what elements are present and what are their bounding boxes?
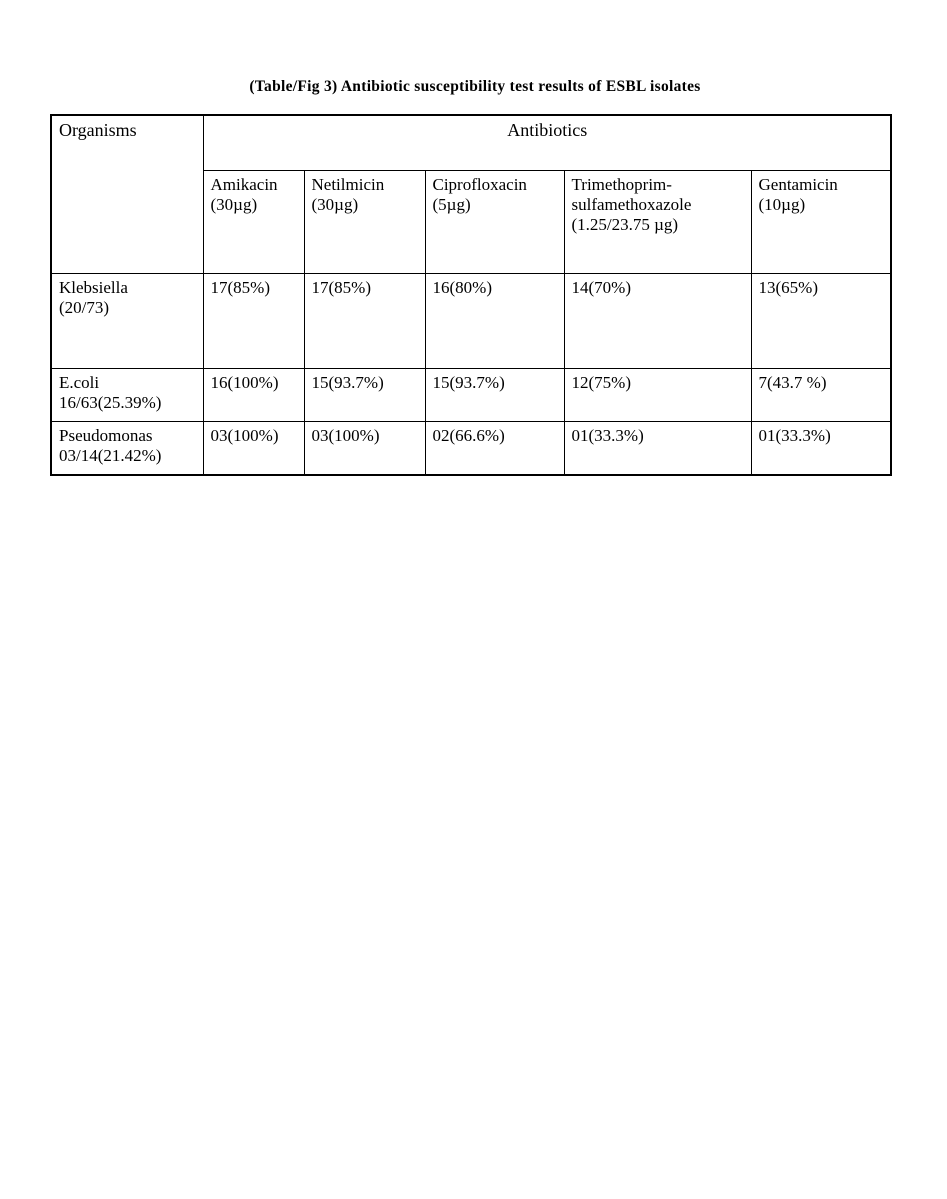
drug-dose: (1.25/23.75 µg) <box>571 215 679 235</box>
drug-dose: (30µg) <box>311 195 359 215</box>
organism-count: 03/14(21.42%) <box>59 446 162 466</box>
table-header-row-1 <box>51 115 891 171</box>
organism-name: E.coli <box>59 373 100 392</box>
cell-value: 12(75%) <box>564 369 751 422</box>
cell-value: 15(93.7%) <box>425 369 564 422</box>
cell-value: 17(85%) <box>304 274 425 369</box>
drug-dose: (5µg) <box>432 195 471 215</box>
drug-name: Gentamicin <box>758 175 838 194</box>
header-drug-amikacin <box>203 171 304 274</box>
header-drug-netilmicin <box>304 171 425 274</box>
table-row <box>51 369 891 422</box>
drug-name: Ciprofloxacin <box>432 175 527 194</box>
drug-name: Trimethoprim- <box>571 175 672 194</box>
row-organism-klebsiella <box>51 274 203 369</box>
cell-value: 01(33.3%) <box>564 422 751 476</box>
cell-value: 16(80%) <box>425 274 564 369</box>
cell-value: 02(66.6%) <box>425 422 564 476</box>
header-drug-trimethoprim-sulfamethoxazole <box>564 171 751 274</box>
cell-value: 17(85%) <box>203 274 304 369</box>
table-caption: (Table/Fig 3) Antibiotic susceptibility test results of ESBL isolates <box>249 78 701 95</box>
cell-value: 01(33.3%) <box>751 422 891 476</box>
cell-value: 03(100%) <box>304 422 425 476</box>
table-row <box>51 422 891 476</box>
row-organism-pseudomonas <box>51 422 203 476</box>
organism-count: 16/63(25.39%) <box>59 393 162 413</box>
cell-value: 16(100%) <box>203 369 304 422</box>
cell-value: 03(100%) <box>203 422 304 476</box>
row-organism-ecoli <box>51 369 203 422</box>
header-drug-ciprofloxacin <box>425 171 564 274</box>
cell-value: 13(65%) <box>751 274 891 369</box>
organism-count: (20/73) <box>59 298 110 318</box>
organism-name: Pseudomonas <box>59 426 153 445</box>
header-antibiotics: Antibiotics <box>203 115 891 171</box>
drug-name: Netilmicin <box>311 175 385 194</box>
drug-dose: (10µg) <box>758 195 806 215</box>
antibiotic-susceptibility-table <box>50 114 892 476</box>
header-organisms: Organisms <box>51 115 203 274</box>
cell-value: 7(43.7 %) <box>751 369 891 422</box>
drug-name-cont: sulfamethoxazole <box>571 195 692 215</box>
table-row <box>51 274 891 369</box>
organism-name: Klebsiella <box>59 278 128 297</box>
cell-value: 15(93.7%) <box>304 369 425 422</box>
cell-value: 14(70%) <box>564 274 751 369</box>
drug-name: Amikacin <box>210 175 278 194</box>
drug-dose: (30µg) <box>210 195 258 215</box>
header-drug-gentamicin <box>751 171 891 274</box>
